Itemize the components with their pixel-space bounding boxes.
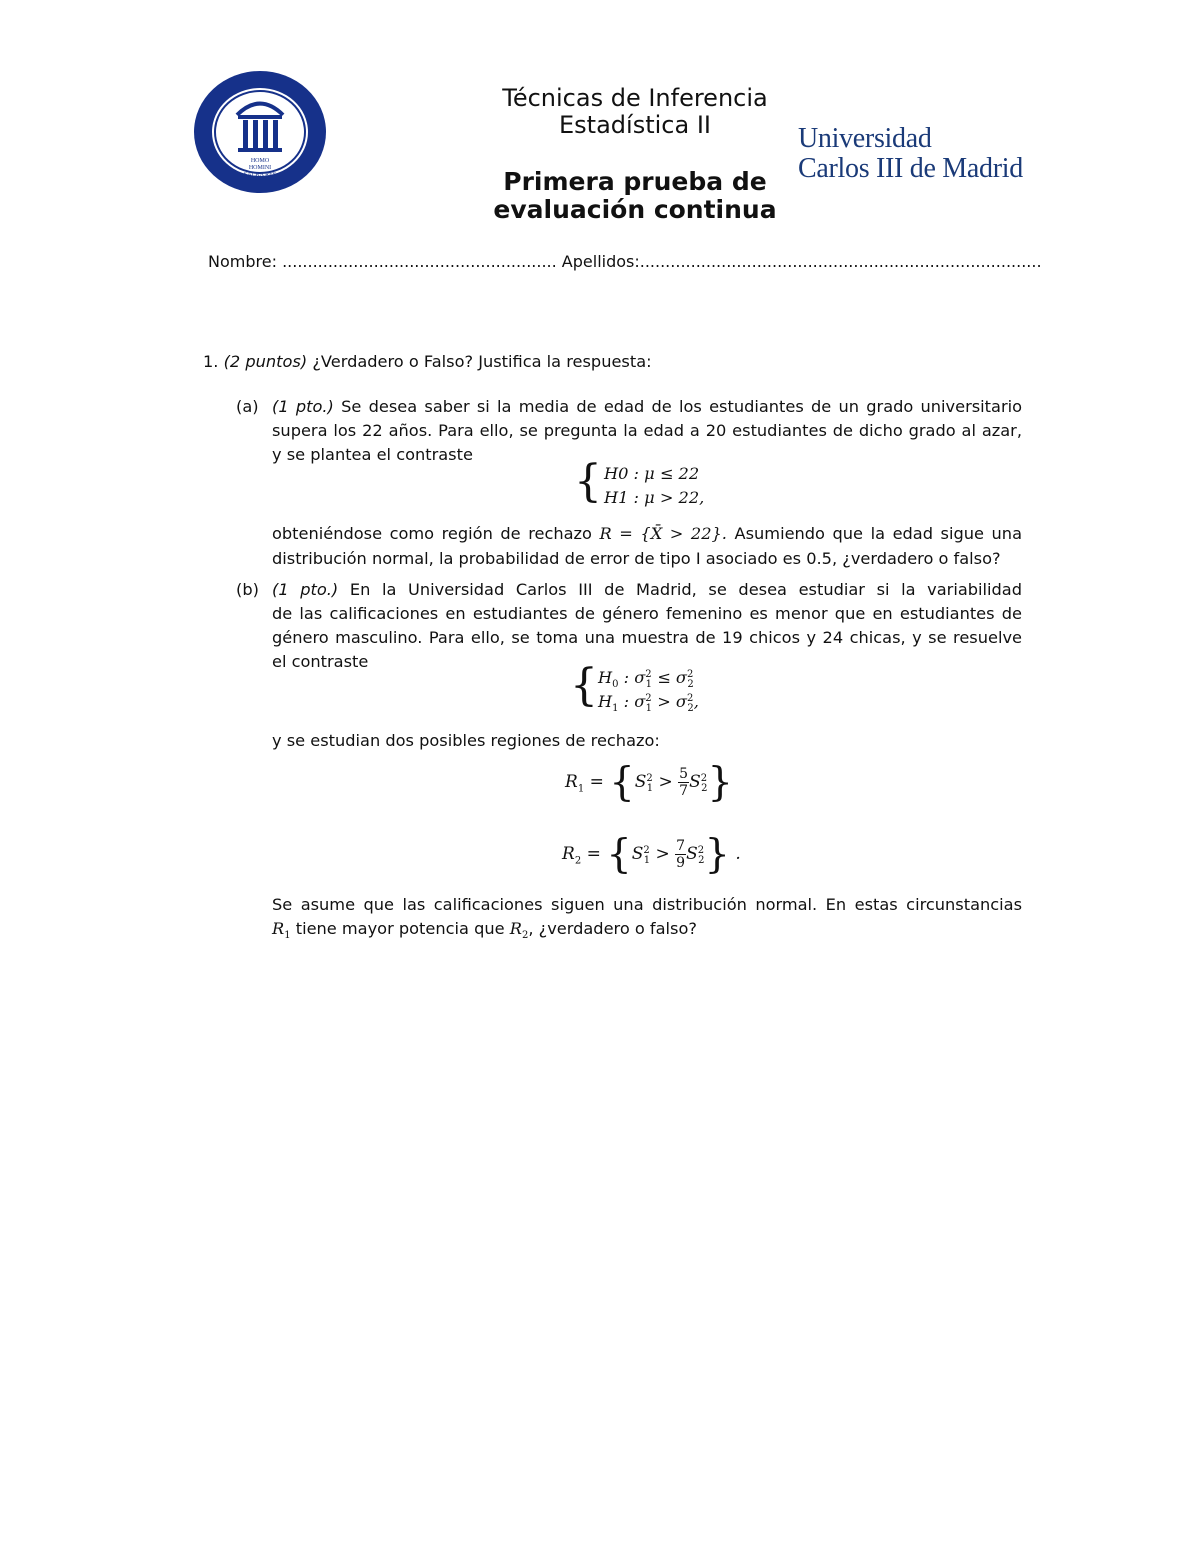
svg-text:HOMINI: HOMINI (248, 165, 272, 171)
course-subtitle: Estadística II (559, 111, 711, 139)
r2-numerator: 7 (676, 838, 686, 854)
course-title: Técnicas de Inferencia (502, 84, 768, 112)
part-b-line-7: $R_1$ tiene mayor potencia que $R_2$, ¿verdadero o falso? (272, 919, 697, 942)
part-a-line-1 (272, 395, 1022, 419)
student-name-line (208, 252, 1088, 271)
question-1-header (203, 350, 652, 374)
part-b-points: (1 pto.) (272, 580, 339, 599)
nombre-field[interactable]: ...................................................... (282, 252, 557, 271)
apellidos-field[interactable]: ............................................................................... (639, 252, 1042, 271)
part-a-points: (1 pto.) (272, 397, 334, 416)
svg-text:SACRA RES: SACRA RES (243, 172, 277, 178)
question-points: (2 puntos) (223, 352, 308, 371)
r2-denominator: 9 (676, 855, 686, 871)
part-b-text-1: En la Universidad Carlos III de Madrid, se desea estudiar si la variabilidad (349, 580, 1022, 599)
question-number: 1. (203, 352, 219, 371)
university-logo-line1: Universidad (798, 123, 932, 154)
part-b-text-7-end: , ¿verdadero o falso? (528, 919, 697, 938)
part-a-text-4b: Asumiendo que la edad sigue una (734, 524, 1022, 543)
part-b-line-5: y se estudian dos posibles regiones de rechazo: (272, 731, 660, 750)
apellidos-label: Apellidos: (561, 252, 640, 271)
brace-a: { (574, 456, 602, 507)
exam-title: Primera prueba de (503, 167, 767, 196)
part-b-text-7: tiene mayor potencia que (295, 919, 505, 938)
part-a-line-3: y se plantea el contraste (272, 445, 473, 464)
exam-subtitle: evaluación continua (493, 195, 777, 224)
university-logo-line2: Carlos III de Madrid (798, 153, 1023, 184)
university-seal (193, 70, 328, 195)
part-a-text-4a: obteniéndose como región de rechazo (272, 524, 592, 543)
part-a-line-4 (272, 522, 1022, 546)
r1-denominator: 7 (679, 783, 689, 799)
part-b-label: (b) (236, 580, 259, 599)
part-b-line-4: el contraste (272, 652, 369, 671)
rejection-region-r2: $R_2 = \{S_{21}$ > $\frac{7}{9}$ $S_{22}$} . (562, 831, 741, 878)
part-a-line-2: supera los 22 años. Para ello, se pregunta la edad a 20 estudiantes de dicho grado al azar, (272, 421, 1022, 440)
part-b-line-1 (272, 578, 1022, 602)
rejection-region-a: R = {X̄ > 22}. (599, 524, 727, 543)
part-b-line-2: de las calificaciones en estudiantes de género femenino es menor que en estudiantes de (272, 604, 1022, 623)
svg-text:HOMO: HOMO (250, 158, 270, 164)
brace-b: { (570, 660, 598, 711)
hypothesis-b-h0: $H_0$ : $\sigma_{21} \le \sigma_{22}$ (598, 668, 694, 691)
hypothesis-a-h1: H1 : μ > 22, (604, 488, 705, 507)
part-a-label: (a) (236, 397, 259, 416)
part-a-text-1: Se desea saber si la media de edad de los estudiantes de un grado universitario (341, 397, 1023, 416)
r1-numerator: 5 (679, 766, 689, 782)
rejection-region-r1: $R_1 = \{S_{21}$ > $\frac{5}{7}$ $S_{22}$} (565, 759, 733, 806)
question-prompt: ¿Verdadero o Falso? Justifica la respuesta: (312, 352, 652, 371)
hypothesis-b-h1: $H_1$ : $\sigma_{21} > \sigma_{22}$, (598, 692, 699, 715)
nombre-label: Nombre: (208, 252, 277, 271)
hypothesis-a-h0: H0 : μ ≤ 22 (604, 464, 700, 483)
part-b-line-3: género masculino. Para ello, se toma una muestra de 19 chicos y 24 chicas, y se resuelve (272, 628, 1022, 647)
part-b-line-6: Se asume que las calificaciones siguen una distribución normal. En estas circunstancias (272, 895, 1022, 914)
part-a-line-5: distribución normal, la probabilidad de error de tipo I asociado es 0.5, ¿verdadero o falso? (272, 549, 1001, 568)
